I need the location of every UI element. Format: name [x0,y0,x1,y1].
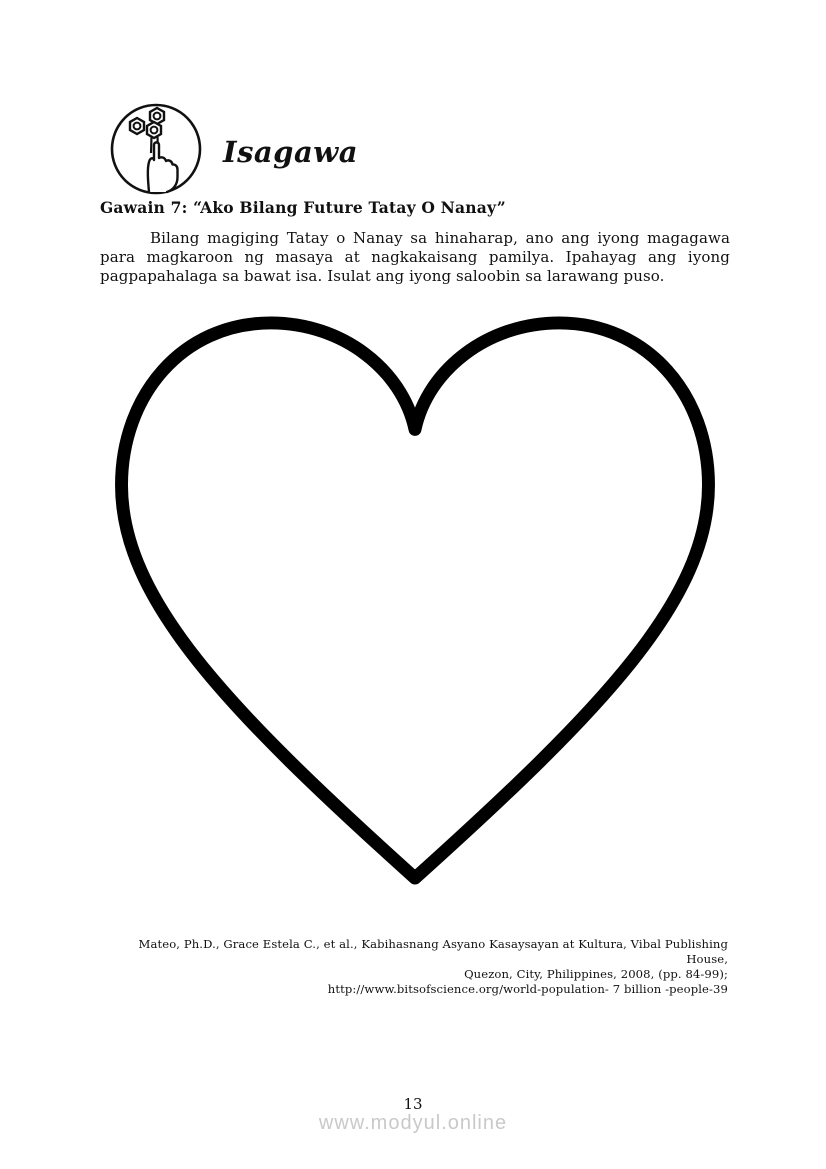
citation-line: Mateo, Ph.D., Grace Estela C., et al., Kabihasnang Asyano Kasaysayan at Kultura, Vibal Publishing House, [138,937,728,966]
citation-line: http://www.bitsofscience.org/world-population- 7 billion -people-39 [327,982,728,996]
citation-line: Quezon, City, Philippines, 2008, (pp. 84-99); [464,967,728,981]
source-citation [100,937,728,997]
isagawa-hand-wrench-icon [108,101,204,197]
page-number: 13 [403,1095,423,1113]
hex-nut-icon [150,108,164,124]
activity-instructions: Bilang magiging Tatay o Nanay sa hinaharap, ano ang iyong magagawa para magkaroon ng masaya at nagkakaisang pamilya. Ipahayag ang iyong pagpapahalaga sa bawat isa. Isulat ang iyong saloobin sa larawang puso. [100,229,730,285]
heart-outline [106,310,724,892]
hex-nut-icon [130,118,144,134]
hex-nut-icon [147,122,161,138]
watermark: www.modyul.online [318,1112,508,1134]
hand-icon [148,142,178,192]
activity-heading: Gawain 7: “Ako Bilang Future Tatay O Nanay” [100,198,506,217]
section-title: Isagawa [223,135,359,169]
